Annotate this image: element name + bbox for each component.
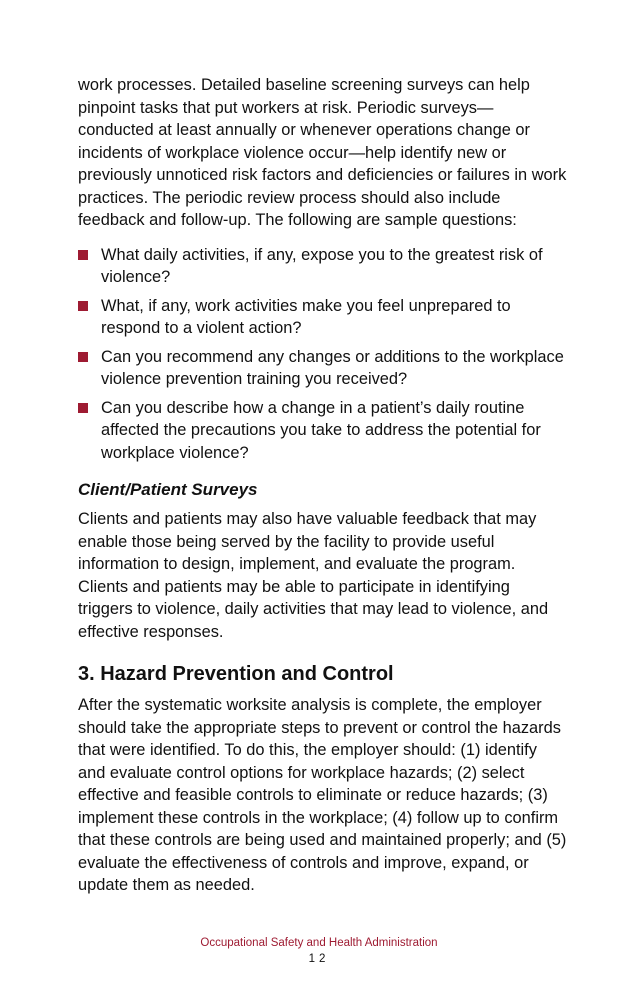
list-item	[78, 295, 568, 340]
list-item	[78, 397, 568, 465]
question-text: Can you recommend any changes or additions to the workplace violence prevention training you received?	[101, 347, 564, 388]
section-heading: 3. Hazard Prevention and Control	[78, 663, 394, 685]
list-item	[78, 346, 568, 391]
square-bullet-icon	[78, 301, 88, 311]
list-item	[78, 244, 568, 289]
sample-questions-list	[78, 244, 568, 465]
page-content	[78, 74, 568, 897]
intro-paragraph: work processes. Detailed baseline screening surveys can help pinpoint tasks that put workers at risk. Periodic surveys—conducted at least annually or whenever operations change or incidents of workplace violence occur—help identify new or previously unnoticed risk factors and deficiencies or failures in work practices. The periodic review process should also include feedback and follow-up. The following are sample questions:	[78, 76, 567, 229]
page-footer	[0, 936, 638, 967]
page-number: 12	[308, 953, 330, 965]
square-bullet-icon	[78, 250, 88, 260]
subsection-body: Clients and patients may also have valuable feedback that may enable those being served by the facility to provide useful information to design, implement, and evaluate the program. Clients and patients may be able to participate in identifying triggers to violence, daily activities that may lead to violence, and effective responses.	[78, 510, 549, 641]
subsection-heading: Client/Patient Surveys	[78, 480, 258, 499]
question-text: Can you describe how a change in a patient’s daily routine affected the precautions you take to address the potential for workplace violence?	[101, 398, 541, 462]
section-body: After the systematic worksite analysis is complete, the employer should take the appropriate steps to prevent or control the hazards that were identified. To do this, the employer should: (1) identify and evaluate control options for workplace hazards; (2) select effective and feasible controls to eliminate or reduce hazards; (3) implement these controls in the workplace; (4) follow up to confirm that these controls are being used and maintained properly; and (5) evaluate the effectiveness of controls and improve, expand, or update them as needed.	[78, 696, 567, 894]
question-text: What, if any, work activities make you feel unprepared to respond to a violent action?	[101, 296, 511, 337]
square-bullet-icon	[78, 352, 88, 362]
square-bullet-icon	[78, 403, 88, 413]
footer-agency-name: Occupational Safety and Health Administration	[200, 937, 438, 949]
question-text: What daily activities, if any, expose you to the greatest risk of violence?	[101, 245, 543, 286]
